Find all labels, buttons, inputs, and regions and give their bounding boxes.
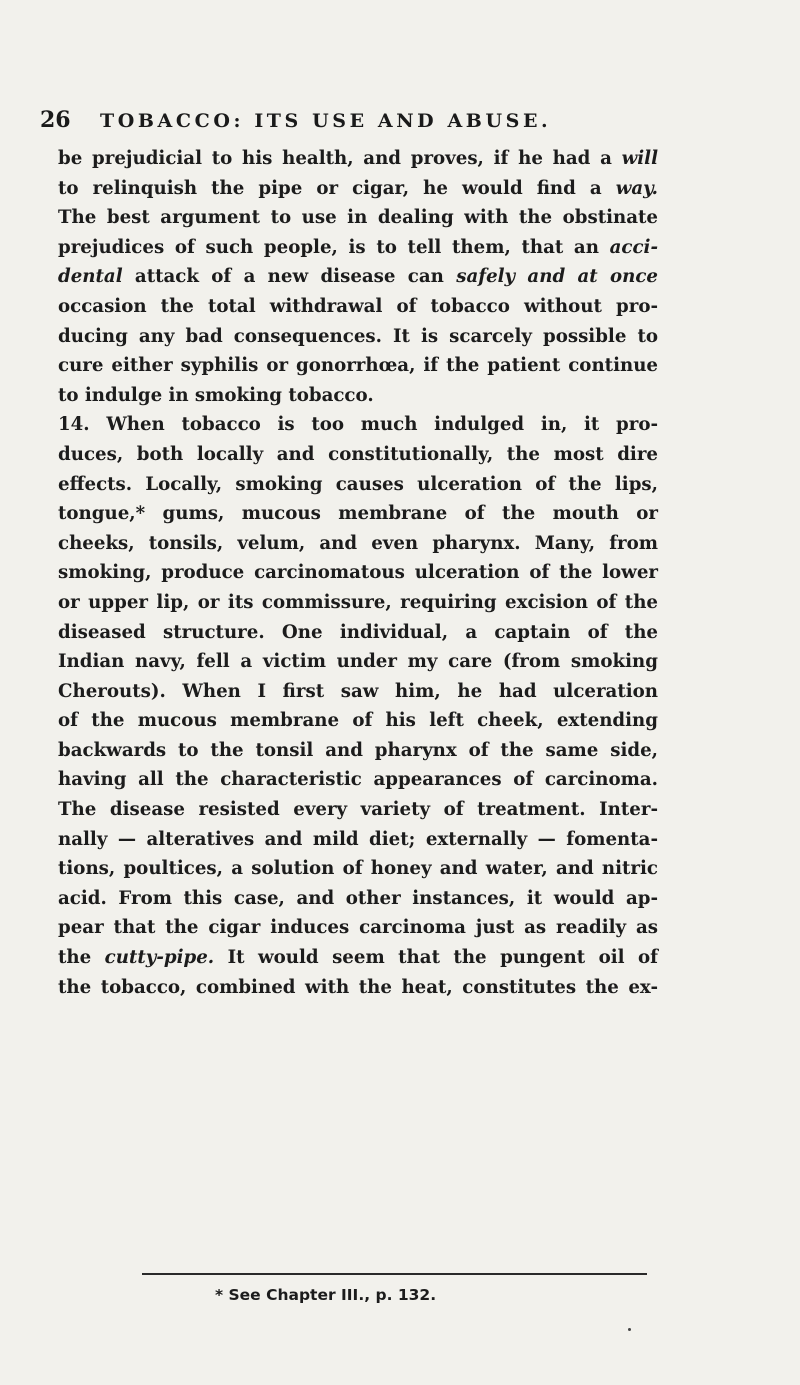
text-run: Indian navy, fell a victim under my care (from smoking xyxy=(58,651,658,673)
italic-text: way. xyxy=(615,177,658,199)
text-line xyxy=(58,677,658,707)
text-run: to relinquish the pipe or cigar, he would find a xyxy=(58,177,616,199)
italic-text: will xyxy=(621,148,658,169)
text-line xyxy=(58,854,658,884)
text-line xyxy=(58,322,658,352)
text-line xyxy=(58,440,658,470)
text-run: It would seem that the pungent oil of xyxy=(214,947,658,969)
text-run: to indulge in smoking tobacco. xyxy=(58,384,374,406)
text-line xyxy=(58,736,658,766)
text-run: pear that the cigar induces carcinoma just as readily as xyxy=(58,917,658,939)
text-line xyxy=(58,825,658,855)
text-line xyxy=(58,470,658,500)
page-number: 26 xyxy=(40,107,71,133)
text-run: duces, both locally and constitutionally, the most dire xyxy=(58,443,658,465)
italic-text: acci- xyxy=(609,236,658,258)
print-speck xyxy=(628,1328,631,1331)
text-run: occasion the total withdrawal of tobacco without pro- xyxy=(58,295,658,317)
text-line xyxy=(58,765,658,795)
text-run: The disease resisted every variety of treatment. Inter- xyxy=(58,799,658,821)
text-line xyxy=(58,913,658,943)
text-run: diseased structure. One individual, a captain of the xyxy=(58,621,658,643)
text-run: of the mucous membrane of his left cheek, extending xyxy=(58,710,658,732)
text-run: smoking, produce carcinomatous ulceration of the lower xyxy=(58,562,658,584)
text-run: having all the characteristic appearances of carcinoma. xyxy=(58,769,658,791)
text-run: effects. Locally, smoking causes ulceration of the lips, xyxy=(58,473,658,495)
text-run: the tobacco, combined with the heat, constitutes the ex- xyxy=(58,976,658,998)
text-run: nally — alteratives and mild diet; externally — fomenta- xyxy=(58,828,658,850)
running-head xyxy=(40,100,740,140)
text-line xyxy=(58,884,658,914)
text-line xyxy=(58,618,658,648)
body-text xyxy=(58,144,658,1002)
text-line xyxy=(58,588,658,618)
text-run: cheeks, tonsils, velum, and even pharynx. Many, from xyxy=(58,532,658,554)
text-run: ducing any bad consequences. It is scarcely possible to xyxy=(58,325,658,347)
text-line xyxy=(58,647,658,677)
text-run: tongue,* gums, mucous membrane of the mouth or xyxy=(58,503,658,525)
text-line xyxy=(58,499,658,529)
text-line xyxy=(58,174,658,204)
running-title: TOBACCO: ITS USE AND ABUSE. xyxy=(100,110,552,132)
text-line xyxy=(58,381,658,411)
text-run: backwards to the tonsil and pharynx of the same side, xyxy=(58,739,658,761)
text-run: attack of a new disease can xyxy=(122,266,457,288)
text-run: cure either syphilis or gonorrhœa, if the patient continue xyxy=(58,355,658,377)
text-run: The best argument to use in dealing with the obstinate xyxy=(58,207,658,229)
text-run: acid. From this case, and other instances, it would ap- xyxy=(58,887,658,909)
text-line xyxy=(58,558,658,588)
text-run: prejudices of such people, is to tell them, that an xyxy=(58,236,610,258)
italic-text: cutty-pipe. xyxy=(104,947,215,969)
text-run: be prejudicial to his health, and proves, if he had a xyxy=(58,148,622,169)
text-line xyxy=(58,233,658,263)
text-run: Cherouts). When I first saw him, he had ulceration xyxy=(58,680,658,702)
text-run: 14. When tobacco is too much indulged in, it pro- xyxy=(58,414,658,436)
footnote: * See Chapter III., p. 132. xyxy=(215,1286,437,1304)
text-line xyxy=(58,943,658,973)
text-line xyxy=(58,203,658,233)
italic-text: dental xyxy=(58,266,123,288)
text-line xyxy=(58,973,658,1003)
text-run: the xyxy=(58,947,105,969)
text-line xyxy=(58,351,658,381)
italic-text: safely and at once xyxy=(456,266,658,288)
text-line xyxy=(58,262,658,292)
text-line xyxy=(58,292,658,322)
text-run: tions, poultices, a solution of honey and water, and nitric xyxy=(58,858,658,880)
text-line xyxy=(58,529,658,559)
text-line xyxy=(58,795,658,825)
footnote-rule xyxy=(142,1273,647,1275)
text-line xyxy=(58,410,658,440)
text-run: or upper lip, or its commissure, requiring excision of the xyxy=(58,591,658,613)
text-line xyxy=(58,144,658,174)
text-line xyxy=(58,706,658,736)
